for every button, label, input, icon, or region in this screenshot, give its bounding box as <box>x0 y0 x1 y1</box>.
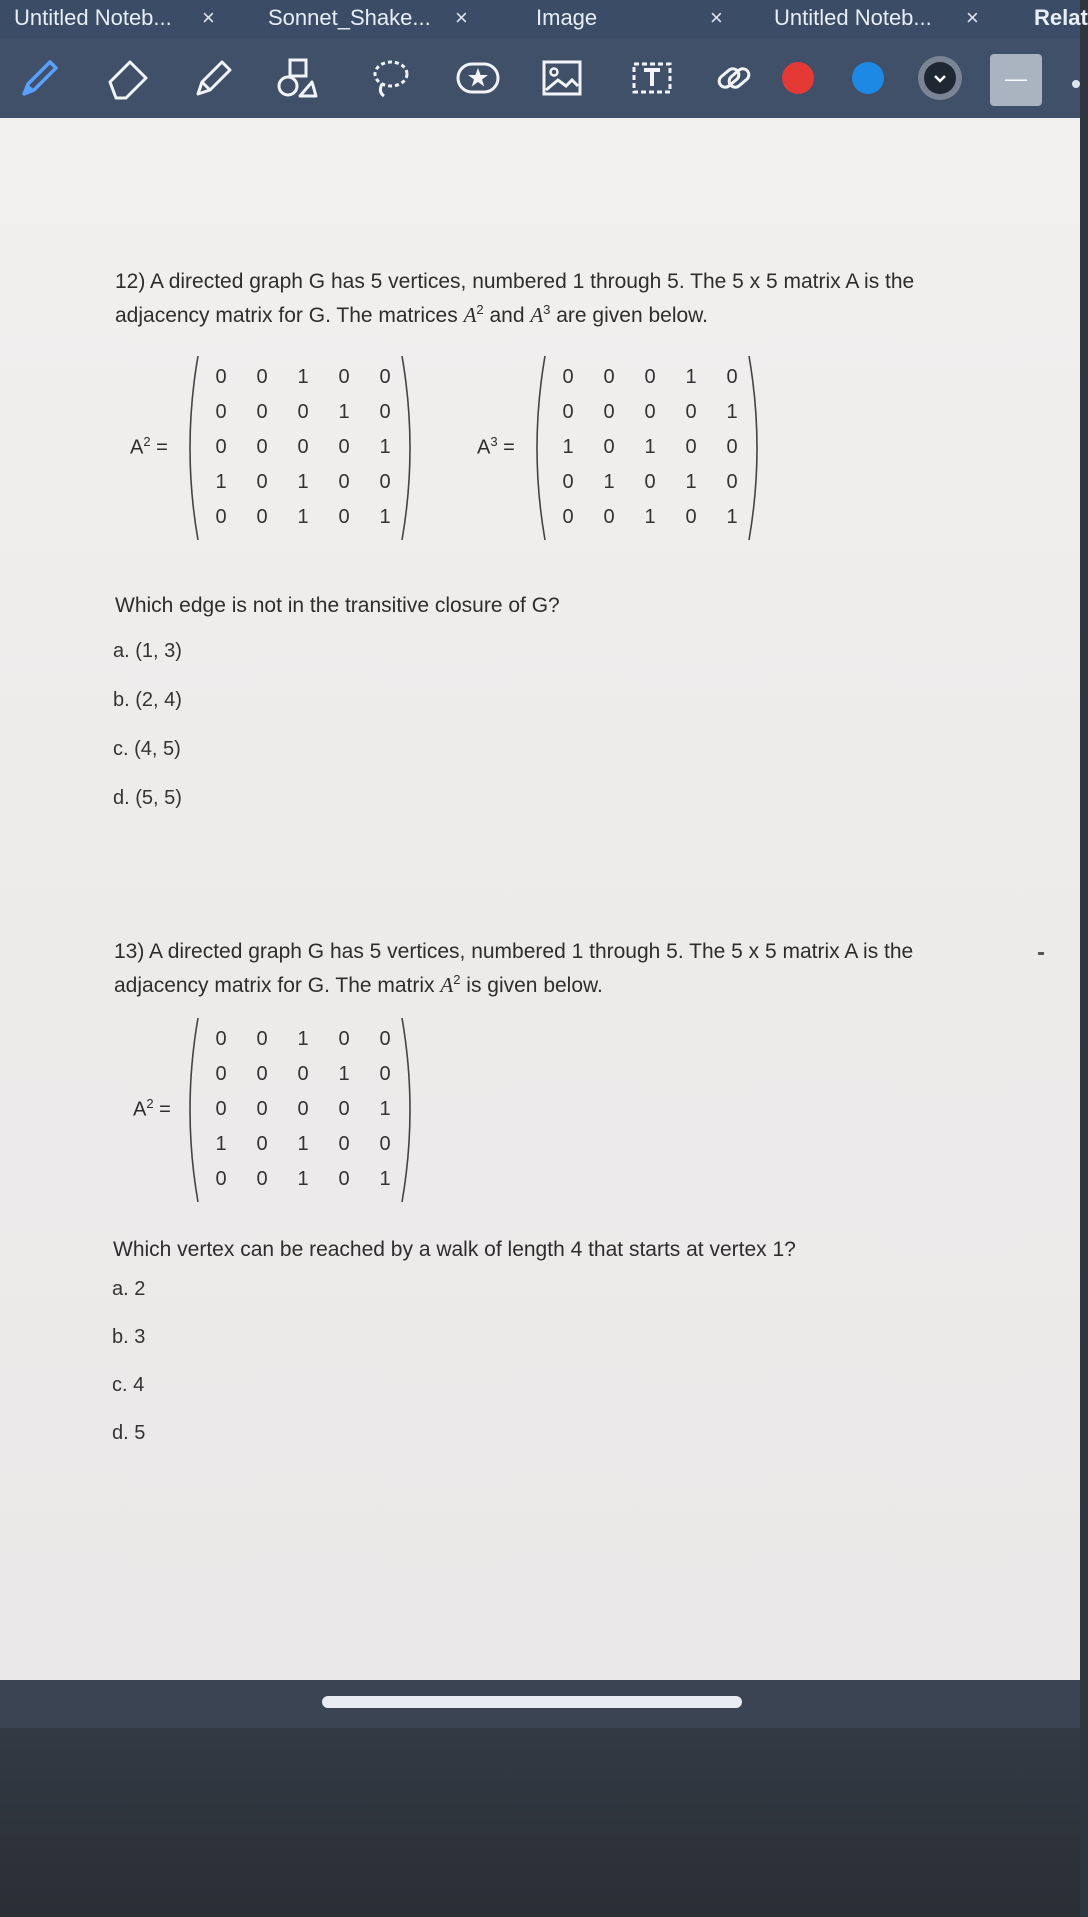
matrix-cell: 1 <box>297 1168 309 1190</box>
matrix-cell: 0 <box>215 1028 227 1050</box>
tab-label: Image <box>536 5 598 30</box>
notebook-page[interactable] <box>0 118 1080 1693</box>
q13-a2-matrix <box>180 1010 420 1210</box>
q12-question: Which edge is not in the transitive closure of G? <box>115 594 560 617</box>
matrix-cell: 0 <box>338 366 350 388</box>
q12-prompt-line1: 12) A directed graph G has 5 vertices, numbered 1 through 5. The 5 x 5 matrix A is the <box>115 270 915 293</box>
matrix-cell: 1 <box>379 506 391 528</box>
matrix-cell: 0 <box>338 436 350 458</box>
q12-a3-matrix <box>527 348 767 548</box>
matrix-cell: 1 <box>215 1133 227 1155</box>
matrix-cell: 0 <box>215 1168 227 1190</box>
color-red[interactable] <box>782 62 814 94</box>
matrix-cell: 0 <box>726 436 738 458</box>
q12-a2-matrix <box>180 348 420 548</box>
q12-option-a[interactable]: a. (1, 3) <box>113 640 182 662</box>
tab-untitled-notebook-1[interactable] <box>14 0 172 38</box>
matrix-cell: 0 <box>256 436 268 458</box>
matrix-cell: 0 <box>379 471 391 493</box>
right-paren <box>749 356 757 540</box>
q13-option-d[interactable]: d. 5 <box>112 1422 146 1444</box>
left-paren <box>190 1018 198 1202</box>
matrix-cell: 1 <box>685 366 697 388</box>
matrix-cell: 0 <box>215 506 227 528</box>
left-paren <box>537 356 545 540</box>
matrix-cell: 0 <box>726 471 738 493</box>
matrix-cell: 0 <box>685 506 697 528</box>
matrix-cell: 0 <box>562 366 574 388</box>
background-surface <box>0 1728 1080 1917</box>
matrix-cell: 1 <box>215 471 227 493</box>
matrix-cell: 0 <box>562 401 574 423</box>
q13-option-a[interactable]: a. 2 <box>112 1278 146 1300</box>
highlighter-icon[interactable] <box>186 52 238 104</box>
matrix-cell: 0 <box>644 471 656 493</box>
matrix-cell: 1 <box>297 471 309 493</box>
matrix-cell: 0 <box>338 1168 350 1190</box>
margin-mark <box>1038 952 1044 955</box>
close-icon[interactable]: × <box>455 5 468 30</box>
matrix-cell: 0 <box>215 401 227 423</box>
q12-option-c[interactable]: c. (4, 5) <box>113 738 181 760</box>
matrix-cell: 0 <box>256 1098 268 1120</box>
lasso-icon[interactable] <box>364 52 416 104</box>
matrix-cell: 0 <box>215 436 227 458</box>
matrix-cell: 1 <box>644 506 656 528</box>
matrix-cell: 0 <box>256 506 268 528</box>
matrix-cell: 0 <box>338 1133 350 1155</box>
q12-option-b[interactable]: b. (2, 4) <box>113 689 182 711</box>
matrix-cell: 0 <box>603 506 615 528</box>
matrix-cell: 0 <box>256 1028 268 1050</box>
matrix-cell: 0 <box>215 366 227 388</box>
matrix-cell: 0 <box>297 401 309 423</box>
matrix-cell: 0 <box>338 471 350 493</box>
matrix-cell: 0 <box>644 401 656 423</box>
text-box-icon[interactable] <box>626 52 678 104</box>
q13-option-c[interactable]: c. 4 <box>112 1374 145 1396</box>
matrix-cell: 1 <box>338 401 350 423</box>
matrix-cell: 0 <box>379 1028 391 1050</box>
matrix-cell: 1 <box>685 471 697 493</box>
matrix-cell: 0 <box>379 1133 391 1155</box>
matrix-cell: 0 <box>297 1063 309 1085</box>
tab-bar <box>0 0 1088 38</box>
matrix-cell: 0 <box>256 1133 268 1155</box>
q12-a2-label: $A^2$ = <box>130 434 168 459</box>
color-blue[interactable] <box>852 62 884 94</box>
matrix-cell: 0 <box>297 436 309 458</box>
matrix-cell: 0 <box>256 366 268 388</box>
tab-label: Untitled Noteb... <box>774 5 932 30</box>
tab-untitled-notebook-2[interactable] <box>774 0 932 38</box>
q13-option-b[interactable]: b. 3 <box>112 1326 146 1348</box>
matrix-cell: 0 <box>338 1028 350 1050</box>
matrix-cell: 0 <box>726 366 738 388</box>
matrix-cell: 0 <box>603 401 615 423</box>
matrix-cell: 0 <box>379 366 391 388</box>
matrix-cell: 0 <box>256 471 268 493</box>
home-indicator[interactable] <box>322 1696 742 1708</box>
tab-label: Untitled Noteb... <box>14 5 172 30</box>
tab-related[interactable] <box>1034 0 1088 38</box>
matrix-cell: 1 <box>603 471 615 493</box>
matrix-cell: 1 <box>562 436 574 458</box>
matrix-cell: 1 <box>297 1028 309 1050</box>
close-icon[interactable]: × <box>710 5 723 30</box>
matrix-cell: 0 <box>603 366 615 388</box>
close-icon[interactable]: × <box>202 5 215 30</box>
q13-prompt-line1: 13) A directed graph G has 5 vertices, numbered 1 through 5. The 5 x 5 matrix A is the <box>114 940 914 963</box>
toolbar <box>0 38 1080 118</box>
right-paren <box>402 1018 410 1202</box>
matrix-cell: 0 <box>297 1098 309 1120</box>
image-icon[interactable] <box>536 52 588 104</box>
tab-image[interactable] <box>536 0 597 38</box>
matrix-cell: 0 <box>215 1098 227 1120</box>
matrix-cell: 1 <box>644 436 656 458</box>
q13-a2-label: $A^2$ = <box>133 1096 171 1121</box>
matrix-cell: 0 <box>562 506 574 528</box>
eraser-icon[interactable] <box>102 52 154 104</box>
matrix-cell: 1 <box>726 401 738 423</box>
matrix-cell: 1 <box>726 506 738 528</box>
matrix-cell: 1 <box>379 436 391 458</box>
tab-label: Sonnet_Shake... <box>268 5 431 30</box>
matrix-cell: 1 <box>297 506 309 528</box>
q13-prompt-line2: adjacency matrix for G. The matrix $A^2$ is given below. <box>114 972 603 997</box>
matrix-cell: 0 <box>562 471 574 493</box>
q13-question: Which vertex can be reached by a walk of length 4 that starts at vertex 1? <box>113 1238 796 1261</box>
matrix-cell: 0 <box>379 1063 391 1085</box>
pen-icon[interactable] <box>14 52 66 104</box>
matrix-cell: 1 <box>379 1168 391 1190</box>
matrix-cell: 0 <box>215 1063 227 1085</box>
matrix-cell: 0 <box>256 1168 268 1190</box>
chevron-down-icon <box>924 62 956 94</box>
matrix-cell: 0 <box>256 401 268 423</box>
matrix-cell: 1 <box>379 1098 391 1120</box>
matrix-cell: 0 <box>338 1098 350 1120</box>
shapes-icon[interactable] <box>272 52 324 104</box>
matrix-cell: 1 <box>297 366 309 388</box>
matrix-cell: 0 <box>256 1063 268 1085</box>
color-dark-selected[interactable] <box>918 56 962 100</box>
q12-prompt-line2: adjacency matrix for G. The matrices $A^2$ and $A^3$ are given below. <box>115 302 709 327</box>
tab-label: Relat <box>1034 5 1088 30</box>
tab-sonnet-shake[interactable] <box>268 0 431 38</box>
matrix-cell: 0 <box>644 366 656 388</box>
matrix-cell: 1 <box>338 1063 350 1085</box>
link-icon[interactable] <box>708 52 760 104</box>
star-icon[interactable] <box>452 52 504 104</box>
right-paren <box>402 356 410 540</box>
matrix-cell: 1 <box>297 1133 309 1155</box>
matrix-cell: 0 <box>685 401 697 423</box>
close-icon[interactable]: × <box>966 5 979 30</box>
left-paren <box>190 356 198 540</box>
more-dot <box>1072 80 1080 88</box>
q12-option-d[interactable]: d. (5, 5) <box>113 787 182 809</box>
matrix-cell: 0 <box>685 436 697 458</box>
minus-button[interactable]: — <box>990 54 1042 106</box>
matrix-cell: 0 <box>603 436 615 458</box>
q12-a3-label: $A^3$ = <box>477 434 515 459</box>
matrix-cell: 0 <box>379 401 391 423</box>
matrix-cell: 0 <box>338 506 350 528</box>
